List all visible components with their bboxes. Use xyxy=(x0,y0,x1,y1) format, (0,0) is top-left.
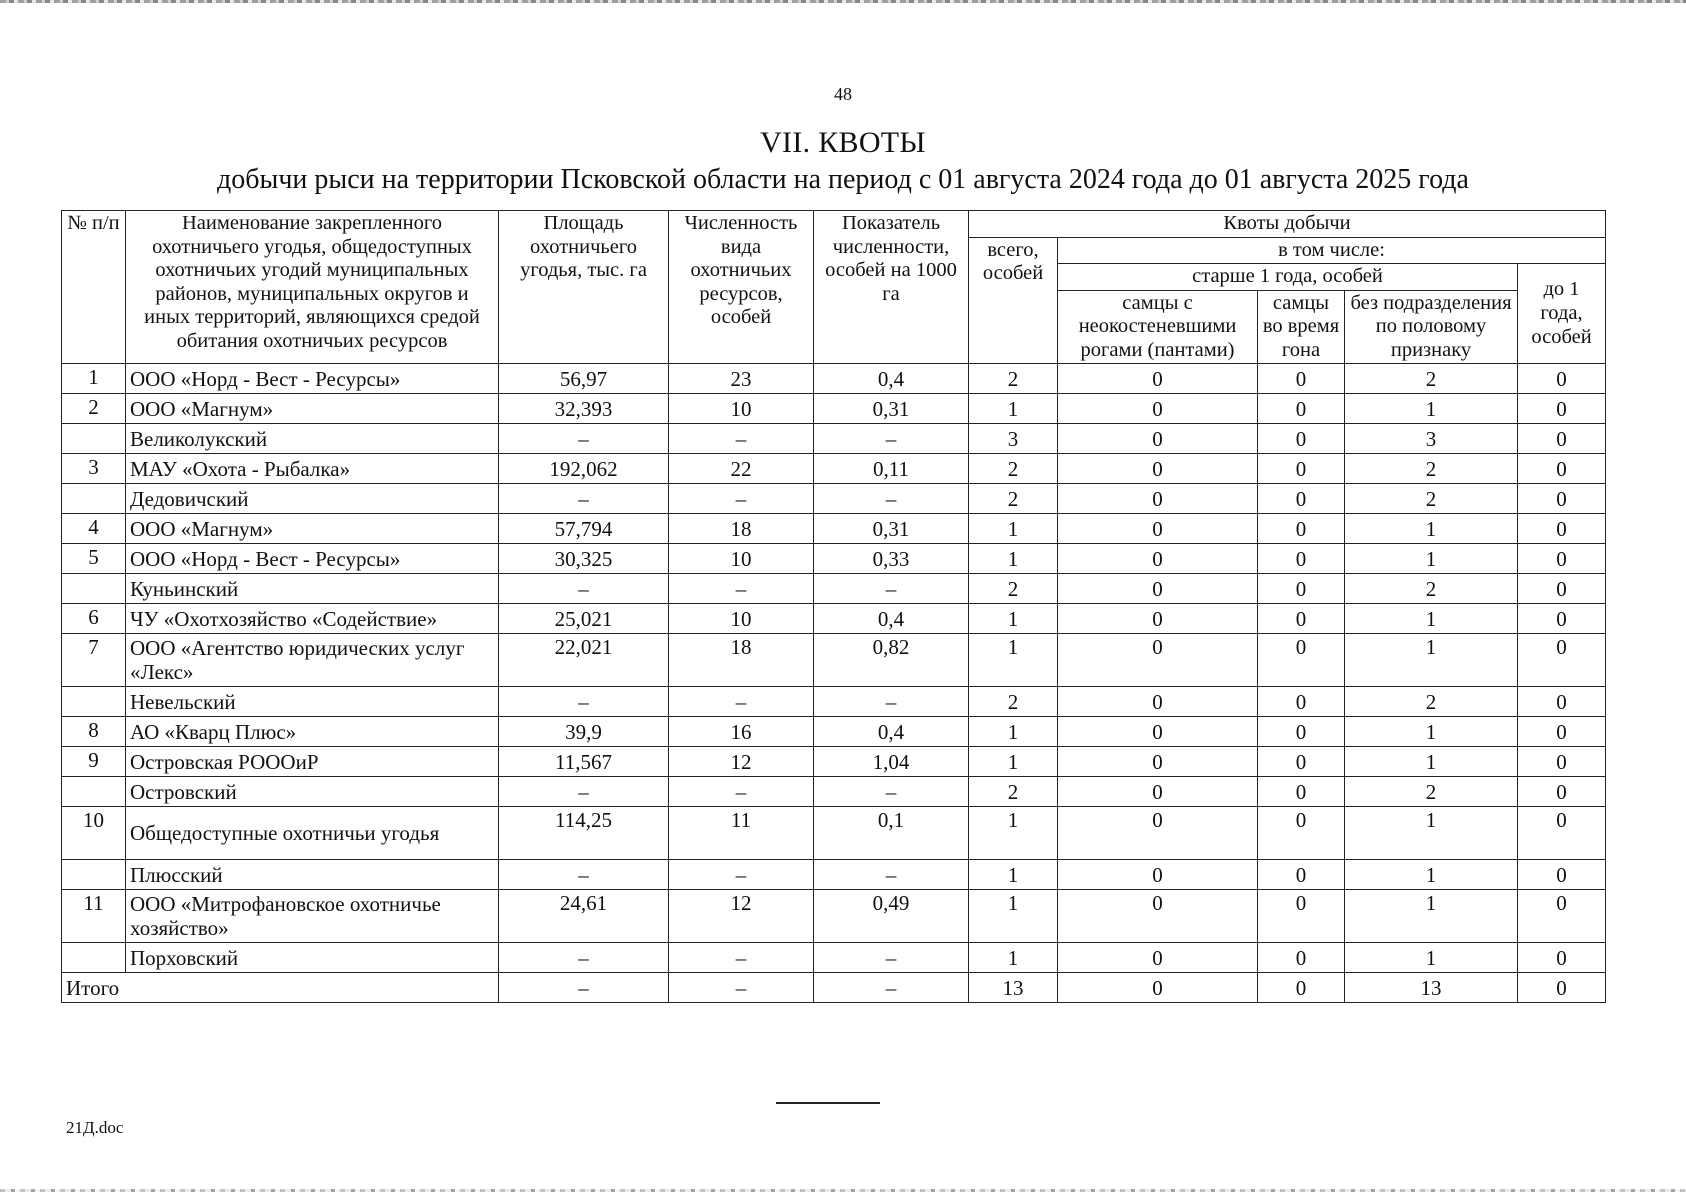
total-density: – xyxy=(814,973,969,1003)
row-num: 11 xyxy=(62,890,126,943)
row-name: ООО «Митрофановское охотничье хозяйство» xyxy=(126,890,499,943)
footer-filename: 21Д.doc xyxy=(66,1118,124,1137)
row-num: 2 xyxy=(62,394,126,424)
row-name: МАУ «Охота - Рыбалка» xyxy=(126,454,499,484)
row-num xyxy=(62,574,126,604)
header-young: до 1 года, особей xyxy=(1518,264,1606,364)
row-name: ЧУ «Охотхозяйство «Содействие» xyxy=(126,604,499,634)
row-rut: 0 xyxy=(1258,634,1345,687)
row-young: 0 xyxy=(1518,860,1606,890)
row-rut: 0 xyxy=(1258,747,1345,777)
row-density: 0,49 xyxy=(814,890,969,943)
total-area: – xyxy=(499,973,669,1003)
row-area: – xyxy=(499,860,669,890)
row-density: – xyxy=(814,574,969,604)
row-area: 114,25 xyxy=(499,807,669,860)
row-nosex: 1 xyxy=(1345,890,1518,943)
row-num: 9 xyxy=(62,747,126,777)
row-total: 1 xyxy=(969,544,1058,574)
row-name: Порховский xyxy=(126,943,499,973)
row-name: ООО «Агентство юридических услуг «Лекс» xyxy=(126,634,499,687)
header-density: Показатель численности, особей на 1000 га xyxy=(814,211,969,364)
row-total: 3 xyxy=(969,424,1058,454)
table-row xyxy=(62,424,1606,454)
row-total: 2 xyxy=(969,454,1058,484)
row-density: 1,04 xyxy=(814,747,969,777)
row-rut: 0 xyxy=(1258,574,1345,604)
table-row xyxy=(62,943,1606,973)
header-older: старше 1 года, особей xyxy=(1058,264,1518,291)
row-total: 1 xyxy=(969,514,1058,544)
row-name: Островский xyxy=(126,777,499,807)
table-row xyxy=(62,747,1606,777)
row-young: 0 xyxy=(1518,454,1606,484)
row-density: 0,1 xyxy=(814,807,969,860)
row-nosex: 1 xyxy=(1345,747,1518,777)
table-body xyxy=(62,364,1606,973)
header-area: Площадь охотничьего угодья, тыс. га xyxy=(499,211,669,364)
total-nosex: 13 xyxy=(1345,973,1518,1003)
row-nosex: 1 xyxy=(1345,634,1518,687)
row-young: 0 xyxy=(1518,943,1606,973)
table-row xyxy=(62,484,1606,514)
row-rut: 0 xyxy=(1258,364,1345,394)
row-name: Великолукский xyxy=(126,424,499,454)
table-row xyxy=(62,634,1606,687)
row-antlers: 0 xyxy=(1058,747,1258,777)
row-young: 0 xyxy=(1518,574,1606,604)
row-count: 10 xyxy=(669,544,814,574)
row-antlers: 0 xyxy=(1058,364,1258,394)
row-area: – xyxy=(499,777,669,807)
row-antlers: 0 xyxy=(1058,454,1258,484)
row-density: 0,4 xyxy=(814,364,969,394)
row-nosex: 2 xyxy=(1345,574,1518,604)
header-num: № п/п xyxy=(62,211,126,364)
row-young: 0 xyxy=(1518,634,1606,687)
row-total: 2 xyxy=(969,364,1058,394)
row-density: – xyxy=(814,687,969,717)
row-name: ООО «Магнум» xyxy=(126,514,499,544)
total-row xyxy=(62,973,1606,1003)
row-count: 22 xyxy=(669,454,814,484)
row-total: 1 xyxy=(969,807,1058,860)
row-total: 1 xyxy=(969,943,1058,973)
row-rut: 0 xyxy=(1258,717,1345,747)
row-count: 12 xyxy=(669,747,814,777)
row-area: 32,393 xyxy=(499,394,669,424)
row-antlers: 0 xyxy=(1058,943,1258,973)
header-no-sex: без подразделения по половому признаку xyxy=(1345,290,1518,364)
row-total: 1 xyxy=(969,860,1058,890)
row-area: 56,97 xyxy=(499,364,669,394)
row-young: 0 xyxy=(1518,544,1606,574)
row-rut: 0 xyxy=(1258,943,1345,973)
row-nosex: 1 xyxy=(1345,394,1518,424)
row-antlers: 0 xyxy=(1058,484,1258,514)
total-antlers: 0 xyxy=(1058,973,1258,1003)
quota-table xyxy=(61,210,1606,1003)
document-title: VII. КВОТЫ xyxy=(760,126,926,159)
row-young: 0 xyxy=(1518,424,1606,454)
header-name: Наименование закрепленного охотничьего угодья, общедоступных охотничьих угодий муниципальных районов, муниципальных округов и иных территорий, являющихся средой обитания охотничьих ресурсов xyxy=(126,211,499,364)
row-num xyxy=(62,484,126,514)
row-num: 5 xyxy=(62,544,126,574)
row-total: 1 xyxy=(969,890,1058,943)
row-nosex: 1 xyxy=(1345,604,1518,634)
row-young: 0 xyxy=(1518,394,1606,424)
row-name: Островская РОООиР xyxy=(126,747,499,777)
row-area: 24,61 xyxy=(499,890,669,943)
row-density: 0,31 xyxy=(814,394,969,424)
header-total: всего, особей xyxy=(969,237,1058,364)
row-density: 0,31 xyxy=(814,514,969,544)
row-nosex: 1 xyxy=(1345,807,1518,860)
row-density: 0,33 xyxy=(814,544,969,574)
row-young: 0 xyxy=(1518,514,1606,544)
row-rut: 0 xyxy=(1258,424,1345,454)
row-num xyxy=(62,943,126,973)
header-count: Численность вида охотничьих ресурсов, особей xyxy=(669,211,814,364)
total-rut: 0 xyxy=(1258,973,1345,1003)
row-rut: 0 xyxy=(1258,777,1345,807)
row-count: – xyxy=(669,687,814,717)
row-count: 10 xyxy=(669,604,814,634)
table-row xyxy=(62,890,1606,943)
row-density: 0,11 xyxy=(814,454,969,484)
table-row xyxy=(62,604,1606,634)
row-rut: 0 xyxy=(1258,514,1345,544)
page-number: 48 xyxy=(834,84,852,104)
row-nosex: 1 xyxy=(1345,717,1518,747)
row-nosex: 2 xyxy=(1345,364,1518,394)
row-name: ООО «Норд - Вест - Ресурсы» xyxy=(126,364,499,394)
row-young: 0 xyxy=(1518,747,1606,777)
table-row xyxy=(62,717,1606,747)
row-num: 6 xyxy=(62,604,126,634)
row-area: – xyxy=(499,687,669,717)
row-name: ООО «Норд - Вест - Ресурсы» xyxy=(126,544,499,574)
table-row xyxy=(62,454,1606,484)
row-rut: 0 xyxy=(1258,890,1345,943)
row-density: – xyxy=(814,424,969,454)
row-young: 0 xyxy=(1518,484,1606,514)
header-including: в том числе: xyxy=(1058,237,1606,264)
row-rut: 0 xyxy=(1258,860,1345,890)
row-count: – xyxy=(669,943,814,973)
row-total: 1 xyxy=(969,747,1058,777)
row-area: 192,062 xyxy=(499,454,669,484)
row-name: АО «Кварц Плюс» xyxy=(126,717,499,747)
row-name: Куньинский xyxy=(126,574,499,604)
header-quota: Квоты добычи xyxy=(969,211,1606,238)
row-nosex: 3 xyxy=(1345,424,1518,454)
row-antlers: 0 xyxy=(1058,514,1258,544)
row-count: – xyxy=(669,484,814,514)
total-total: 13 xyxy=(969,973,1058,1003)
row-rut: 0 xyxy=(1258,604,1345,634)
row-count: 23 xyxy=(669,364,814,394)
row-num: 7 xyxy=(62,634,126,687)
row-count: 11 xyxy=(669,807,814,860)
row-area: 22,021 xyxy=(499,634,669,687)
table-row xyxy=(62,687,1606,717)
row-young: 0 xyxy=(1518,364,1606,394)
row-area: – xyxy=(499,943,669,973)
row-count: – xyxy=(669,777,814,807)
row-density: 0,82 xyxy=(814,634,969,687)
row-count: – xyxy=(669,574,814,604)
row-count: 18 xyxy=(669,634,814,687)
row-num xyxy=(62,777,126,807)
row-rut: 0 xyxy=(1258,687,1345,717)
row-young: 0 xyxy=(1518,687,1606,717)
row-total: 2 xyxy=(969,484,1058,514)
row-num: 1 xyxy=(62,364,126,394)
row-density: 0,4 xyxy=(814,717,969,747)
header-males-antlers: самцы с неокостеневшими рогами (пантами) xyxy=(1058,290,1258,364)
row-total: 1 xyxy=(969,394,1058,424)
row-area: 39,9 xyxy=(499,717,669,747)
row-nosex: 1 xyxy=(1345,514,1518,544)
row-num: 10 xyxy=(62,807,126,860)
row-antlers: 0 xyxy=(1058,687,1258,717)
row-area: 30,325 xyxy=(499,544,669,574)
row-total: 1 xyxy=(969,604,1058,634)
row-antlers: 0 xyxy=(1058,777,1258,807)
row-antlers: 0 xyxy=(1058,717,1258,747)
row-antlers: 0 xyxy=(1058,604,1258,634)
row-young: 0 xyxy=(1518,604,1606,634)
row-rut: 0 xyxy=(1258,454,1345,484)
row-count: – xyxy=(669,424,814,454)
row-count: 10 xyxy=(669,394,814,424)
table-row xyxy=(62,860,1606,890)
total-count: – xyxy=(669,973,814,1003)
table-row xyxy=(62,544,1606,574)
row-density: – xyxy=(814,860,969,890)
row-count: 12 xyxy=(669,890,814,943)
table-row xyxy=(62,514,1606,544)
header-row-1 xyxy=(62,211,1606,238)
row-antlers: 0 xyxy=(1058,860,1258,890)
table-row xyxy=(62,394,1606,424)
row-antlers: 0 xyxy=(1058,394,1258,424)
row-young: 0 xyxy=(1518,717,1606,747)
row-density: – xyxy=(814,943,969,973)
table-row xyxy=(62,364,1606,394)
row-nosex: 2 xyxy=(1345,777,1518,807)
row-total: 2 xyxy=(969,574,1058,604)
separator-line xyxy=(776,1102,880,1104)
row-antlers: 0 xyxy=(1058,634,1258,687)
row-area: – xyxy=(499,424,669,454)
scan-top-edge xyxy=(0,0,1686,3)
row-nosex: 1 xyxy=(1345,544,1518,574)
row-area: 11,567 xyxy=(499,747,669,777)
row-density: 0,4 xyxy=(814,604,969,634)
row-count: 18 xyxy=(669,514,814,544)
row-rut: 0 xyxy=(1258,807,1345,860)
row-num: 4 xyxy=(62,514,126,544)
row-young: 0 xyxy=(1518,807,1606,860)
row-rut: 0 xyxy=(1258,394,1345,424)
row-nosex: 2 xyxy=(1345,484,1518,514)
row-rut: 0 xyxy=(1258,484,1345,514)
row-antlers: 0 xyxy=(1058,574,1258,604)
row-num xyxy=(62,687,126,717)
row-area: 57,794 xyxy=(499,514,669,544)
row-name: Дедовичский xyxy=(126,484,499,514)
row-num: 8 xyxy=(62,717,126,747)
row-rut: 0 xyxy=(1258,544,1345,574)
row-nosex: 1 xyxy=(1345,943,1518,973)
header-males-rut: самцы во время гона xyxy=(1258,290,1345,364)
row-young: 0 xyxy=(1518,890,1606,943)
row-total: 1 xyxy=(969,717,1058,747)
row-total: 2 xyxy=(969,687,1058,717)
total-young: 0 xyxy=(1518,973,1606,1003)
table-row xyxy=(62,574,1606,604)
row-count: – xyxy=(669,860,814,890)
row-name: Общедоступные охотничьи угодья xyxy=(126,807,499,860)
row-num: 3 xyxy=(62,454,126,484)
table-row xyxy=(62,807,1606,860)
row-total: 2 xyxy=(969,777,1058,807)
row-name: Невельский xyxy=(126,687,499,717)
row-num xyxy=(62,424,126,454)
document-subtitle: добычи рыси на территории Псковской области на период с 01 августа 2024 года до 01 августа 2025 года xyxy=(217,164,1469,195)
row-name: Плюсский xyxy=(126,860,499,890)
row-nosex: 1 xyxy=(1345,860,1518,890)
row-antlers: 0 xyxy=(1058,890,1258,943)
total-label: Итого xyxy=(62,973,499,1003)
row-nosex: 2 xyxy=(1345,454,1518,484)
row-density: – xyxy=(814,484,969,514)
row-antlers: 0 xyxy=(1058,544,1258,574)
row-nosex: 2 xyxy=(1345,687,1518,717)
row-area: – xyxy=(499,574,669,604)
row-total: 1 xyxy=(969,634,1058,687)
scan-bottom-edge xyxy=(0,1189,1686,1192)
row-area: 25,021 xyxy=(499,604,669,634)
row-antlers: 0 xyxy=(1058,807,1258,860)
row-area: – xyxy=(499,484,669,514)
row-num xyxy=(62,860,126,890)
row-young: 0 xyxy=(1518,777,1606,807)
row-count: 16 xyxy=(669,717,814,747)
row-density: – xyxy=(814,777,969,807)
row-antlers: 0 xyxy=(1058,424,1258,454)
table-row xyxy=(62,777,1606,807)
row-name: ООО «Магнум» xyxy=(126,394,499,424)
